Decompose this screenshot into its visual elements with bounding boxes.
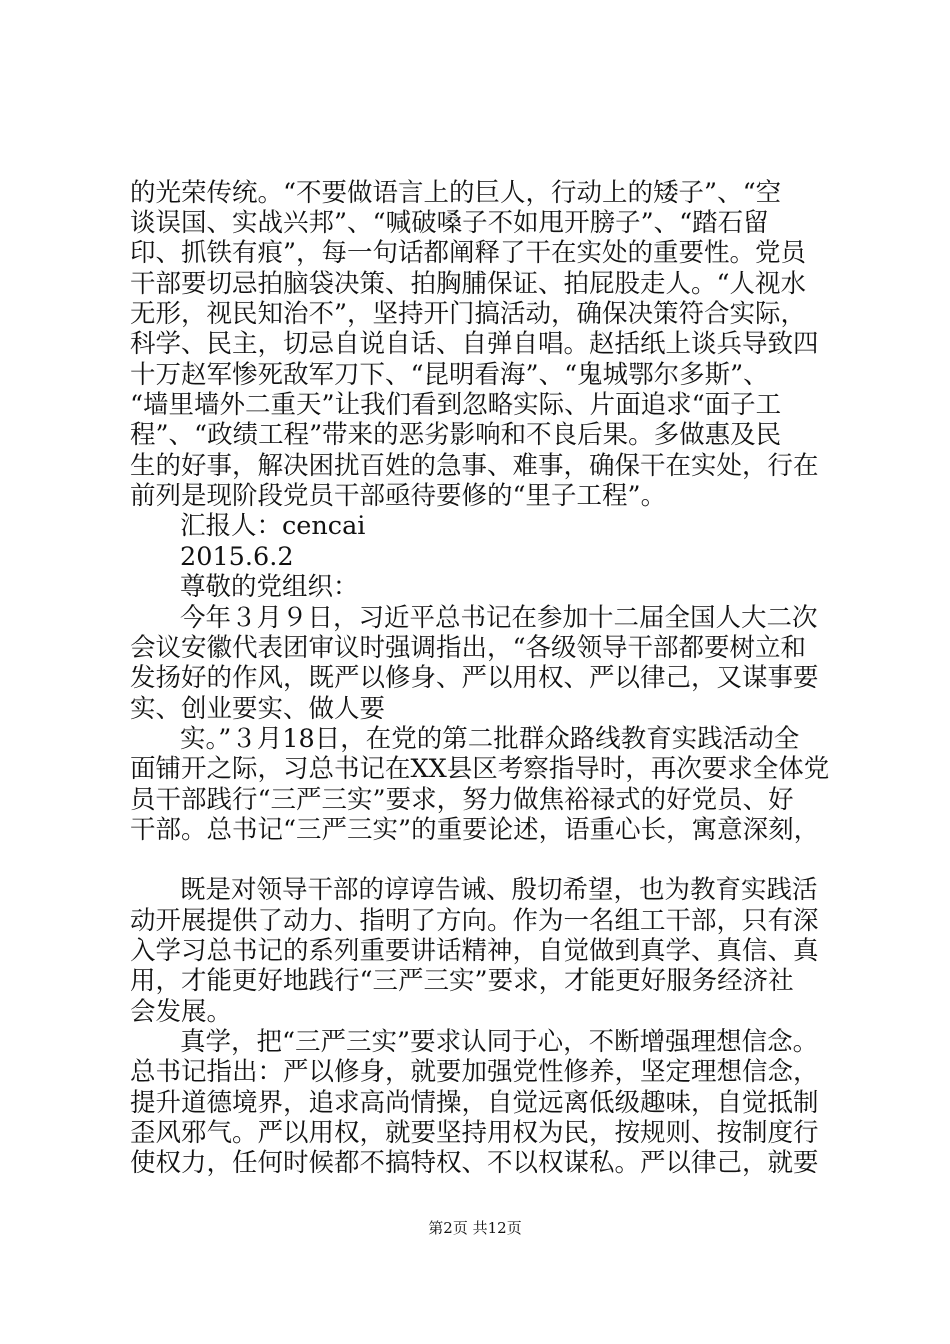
body-line: 生的好事，解决困扰百姓的急事、难事，确保干在实处，行在 (130, 451, 819, 481)
body-line: 歪风邪气。严以用权，就要坚持用权为民，按规则、按制度行 (130, 1118, 819, 1148)
body-line: 实。”３月18日，在党的第二批群众路线教育实践活动全 (180, 724, 800, 754)
page-number-footer: 第2页 共12页 (428, 1219, 522, 1237)
body-line: 的光荣传统。“不要做语言上的巨人，行动上的矮子”、“空 (130, 178, 782, 208)
body-line: 提升道德境界，追求高尚情操，自觉远离低级趣味，自觉抵制 (130, 1088, 819, 1118)
body-line: 今年３月９日，习近平总书记在参加十二届全国人大二次 (180, 603, 818, 633)
body-line: 无形，视民知治不”，坚持开门搞活动，确保决策符合实际， (130, 299, 807, 329)
body-line: 发扬好的作风，既严以修身、严以用权、严以律己，又谋事要 (130, 663, 819, 693)
reporter-line: 汇报人：cencai (180, 511, 366, 541)
body-line: 既是对领导干部的谆谆告诫、殷切希望，也为教育实践活 (180, 875, 818, 905)
body-line: “墙里墙外二重天”让我们看到忽略实际、片面追求“面子工 (130, 390, 782, 420)
body-line: 程”、“政绩工程”带来的恶劣影响和不良后果。多做惠及民 (130, 420, 782, 450)
date-line: 2015.6.2 (180, 542, 294, 572)
body-line: 印、抓铁有痕”，每一句话都阐释了干在实处的重要性。党员 (130, 238, 807, 268)
salutation-line: 尊敬的党组织： (180, 572, 359, 602)
body-line: 科学、民主，切忌自说自话、自弹自唱。赵括纸上谈兵导致四 (130, 329, 819, 359)
body-line: 入学习总书记的系列重要讲话精神，自觉做到真学、真信、真 (130, 936, 819, 966)
body-line: 十万赵军惨死敌军刀下、“昆明看海”、“鬼城鄂尔多斯”、 (130, 360, 769, 390)
body-line: 实、创业要实、做人要 (130, 694, 386, 724)
body-line: 干部。总书记“三严三实”的重要论述，语重心长，寓意深刻， (130, 815, 820, 845)
body-line: 真学，把“三严三实”要求认同于心，不断增强理想信念。 (180, 1027, 819, 1057)
body-line: 前列是现阶段党员干部亟待要修的“里子工程”。 (130, 481, 667, 511)
body-line: 干部要切忌拍脑袋决策、拍胸脯保证、拍屁股走人。“人视水 (130, 269, 807, 299)
body-line: 员干部践行“三严三实”要求，努力做焦裕禄式的好党员、好 (130, 785, 794, 815)
body-line: 动开展提供了动力、指明了方向。作为一名组工干部，只有深 (130, 906, 819, 936)
body-line: 会议安徽代表团审议时强调指出，“各级领导干部都要树立和 (130, 633, 807, 663)
body-line: 使权力，任何时候都不搞特权、不以权谋私。严以律己，就要 (130, 1148, 819, 1178)
body-line: 面铺开之际，习总书记在XX县区考察指导时，再次要求全体党 (130, 754, 830, 784)
body-line: 谈误国、实战兴邦”、“喊破嗓子不如甩开膀子”、“踏石留 (130, 208, 769, 238)
body-line: 会发展。 (130, 997, 233, 1027)
body-line: 用，才能更好地践行“三严三实”要求，才能更好服务经济社 (130, 966, 794, 996)
body-line: 总书记指出：严以修身，就要加强党性修养，坚定理想信念， (130, 1057, 819, 1087)
